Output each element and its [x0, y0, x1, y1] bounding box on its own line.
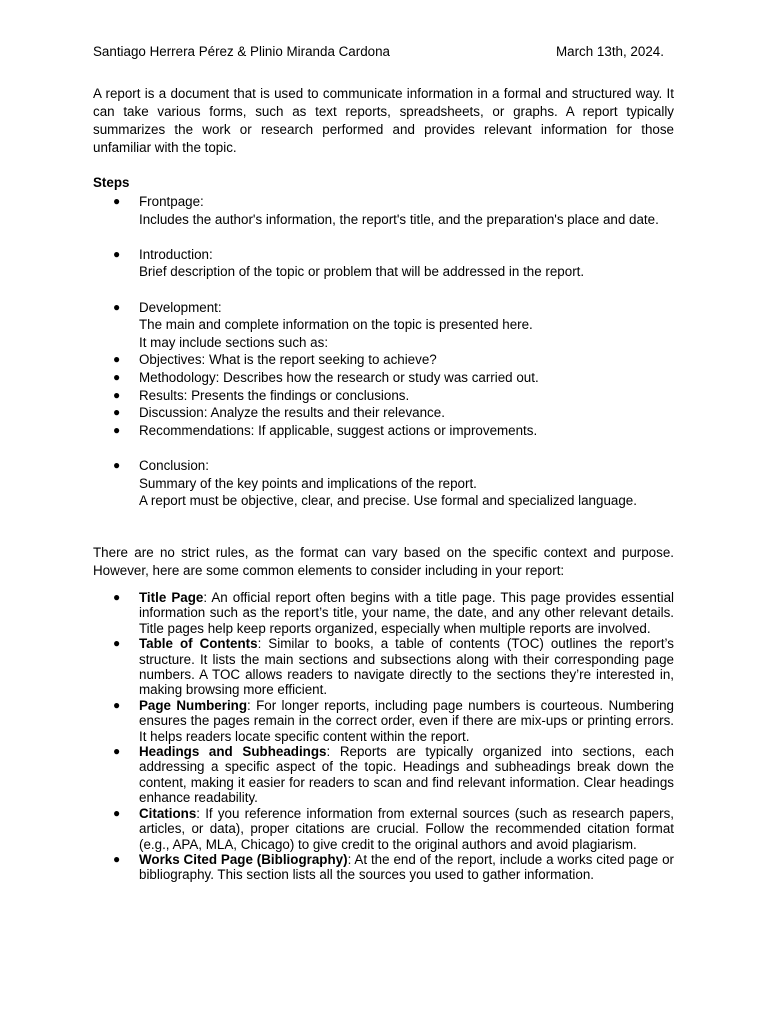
step-frontpage: [93, 193, 674, 228]
step-label: Introduction:: [139, 246, 213, 262]
bullet-icon: ●: [113, 352, 121, 367]
step-text: Methodology: Describes how the research or study was carried out.: [139, 369, 539, 385]
bullet-icon: ●: [113, 194, 121, 208]
bullet-icon: ●: [113, 422, 121, 437]
step-methodology: [93, 369, 674, 387]
list-spacer: [93, 228, 674, 246]
step-label: Frontpage:: [139, 194, 204, 209]
bullet-icon: ●: [113, 405, 121, 420]
step-description: Brief description of the topic or problem that will be addressed in the report.: [139, 264, 585, 280]
bullet-icon: ●: [113, 246, 121, 261]
step-label: Conclusion:: [139, 457, 209, 473]
bullet-icon: ●: [113, 851, 121, 866]
step-description: Summary of the key points and implications of the report.: [139, 475, 477, 491]
element-text: : At the end of the report, include a works cited page or bibliography. This section lists all the sources you used to gather information.: [139, 851, 675, 883]
bullet-icon: ●: [113, 805, 121, 820]
steps-section: [93, 173, 674, 510]
steps-list: [93, 193, 674, 510]
step-introduction: [93, 246, 674, 281]
element-text: : Similar to books, a table of contents (TOC) outlines the report’s structure. It lists the main sections and subsections along with their corresponding page numbers. A TOC allows readers to navigate directly to the sections they’re interested in, making browsing more efficient.: [139, 636, 674, 698]
element-term: Table of Contents: [139, 636, 258, 652]
bullet-icon: ●: [113, 590, 121, 604]
step-text: Objectives: What is the report seeking to achieve?: [139, 352, 437, 368]
page-header: [93, 42, 674, 62]
step-conclusion: [93, 457, 674, 510]
element-citations: [93, 806, 674, 852]
step-discussion: [93, 404, 674, 422]
author-names: Santiago Herrera Pérez & Plinio Miranda Cardona: [93, 44, 390, 59]
intro-paragraph: A report is a document that is used to communicate information in a formal and structured way. It can take various forms, such as text reports, spreadsheets, or graphs. A report typically summarizes the work or research performed and provides relevant information for those unfamiliar with the topic.: [93, 86, 674, 155]
list-spacer: [93, 439, 674, 457]
bullet-icon: ●: [113, 744, 121, 759]
element-title-page: [93, 590, 674, 636]
element-term: Headings and Subheadings: [139, 744, 327, 760]
bullet-icon: ●: [113, 369, 121, 384]
bullet-icon: ●: [113, 457, 121, 472]
step-text: Results: Presents the findings or conclusions.: [139, 387, 410, 403]
steps-heading: Steps: [93, 175, 130, 190]
element-works-cited: [93, 852, 674, 883]
bullet-icon: ●: [113, 697, 121, 712]
bullet-icon: ●: [113, 299, 121, 314]
element-table-of-contents: [93, 636, 674, 698]
elements-intro-paragraph: There are no strict rules, as the format can vary based on the specific context and purpose. However, here are some common elements to consider including in your report:: [93, 545, 674, 578]
document-date: March 13th, 2024.: [556, 44, 664, 59]
element-headings: [93, 744, 674, 806]
element-term: Page Numbering: [139, 697, 248, 713]
step-results: [93, 387, 674, 405]
element-term: Title Page: [139, 590, 204, 605]
element-term: Citations: [139, 805, 197, 821]
step-label: Development:: [139, 299, 222, 315]
element-text: : Reports are typically organized into sections, each addressing a specific aspect of the topic. Headings and subheadings break down the content, making it easier for readers to scan and find relevant information. Clear headings enhance readability.: [139, 744, 674, 806]
step-development: [93, 299, 674, 352]
report-elements-list: [93, 590, 674, 883]
element-text: : For longer reports, including page numbers is courteous. Numbering ensures the pages remain in the correct order, even if there are mix-ups or printing errors. It helps readers locate specific content within the report.: [139, 697, 674, 744]
bullet-icon: ●: [113, 636, 121, 651]
element-page-numbering: [93, 698, 674, 744]
step-recommendations: [93, 422, 674, 440]
step-description: The main and complete information on the topic is presented here.: [139, 317, 533, 333]
element-text: : An official report often begins with a title page. This page provides essential information such as the report’s title, your name, the date, and any other relevant details. Title pages help keep reports organized, especially when multiple reports are involved.: [139, 590, 674, 636]
element-term: Works Cited Page (Bibliography): [139, 851, 348, 867]
step-description: A report must be objective, clear, and precise. Use formal and specialized language.: [139, 493, 637, 509]
list-spacer: [93, 281, 674, 299]
step-text: Recommendations: If applicable, suggest actions or improvements.: [139, 422, 538, 438]
element-text: : If you reference information from external sources (such as research papers, articles, or data), proper citations are crucial. Follow the recommended citation format (e.g., APA, MLA, Chicago) to give credit to the original authors and avoid plagiarism.: [139, 805, 674, 852]
step-text: Discussion: Analyze the results and their relevance.: [139, 405, 445, 421]
step-description: Includes the author's information, the report's title, and the preparation's place and date.: [139, 211, 659, 227]
step-objectives: [93, 351, 674, 369]
bullet-icon: ●: [113, 387, 121, 402]
step-description: It may include sections such as:: [139, 334, 329, 350]
